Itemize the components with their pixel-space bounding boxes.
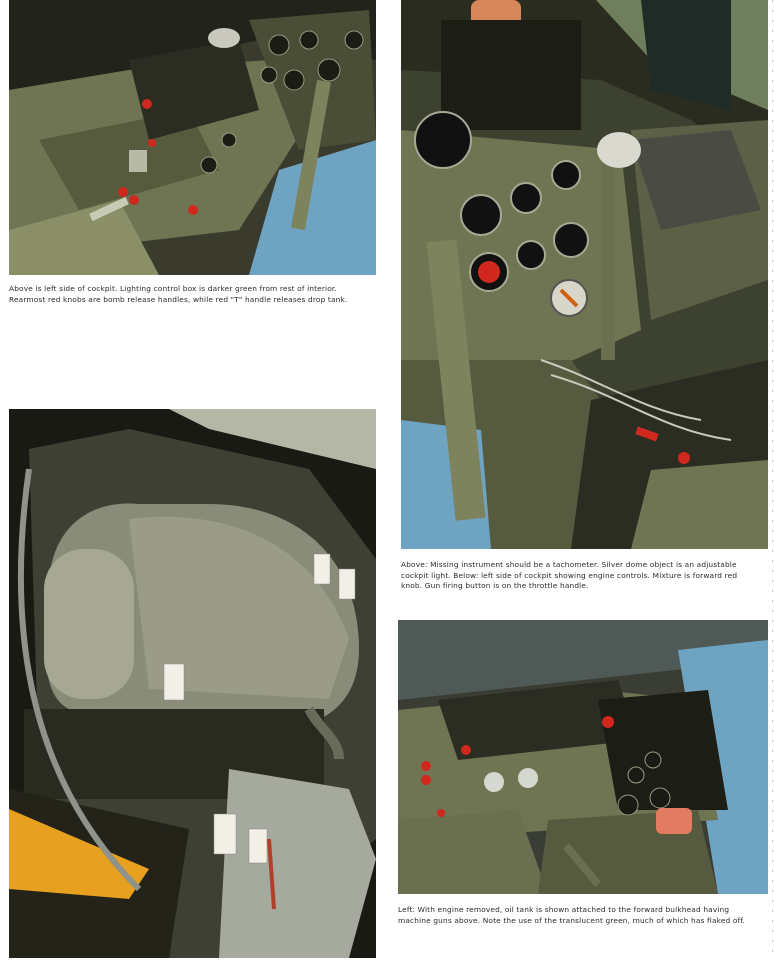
caption-instrument-panel (401, 560, 756, 592)
caption-text: Left: With engine removed, oil tank is shown attached to the forward bulkhead having machine guns above. Note the use of the translucent green, much of which has flaked off. (398, 905, 746, 925)
photo-instrument-panel (401, 0, 768, 549)
tag-icon (164, 664, 184, 700)
tag-icon (249, 829, 267, 863)
photo-oil-tank-bulkhead (9, 409, 376, 958)
caption-text: Above is left side of cockpit. Lighting control box is darker green from rest of interior. Rearmost red knobs are bomb release handles, while red "T" handle releases drop tank. (9, 284, 348, 304)
photo-engine-controls (398, 620, 768, 894)
caption-cockpit-left-side (9, 284, 369, 305)
tag-icon (214, 814, 236, 854)
page-edge-rule (772, 0, 773, 960)
tag-icon (314, 554, 330, 584)
photo-cockpit-left-side (9, 0, 376, 275)
caption-oil-tank (398, 905, 756, 926)
tag-icon (339, 569, 355, 599)
caption-text: Above: Missing instrument should be a tachometer. Silver dome object is an adjustable cockpit light. Below: left side of cockpit showing engine controls. Mixture is forward red knob. Gun firing button is on the throttle handle. (401, 560, 738, 590)
